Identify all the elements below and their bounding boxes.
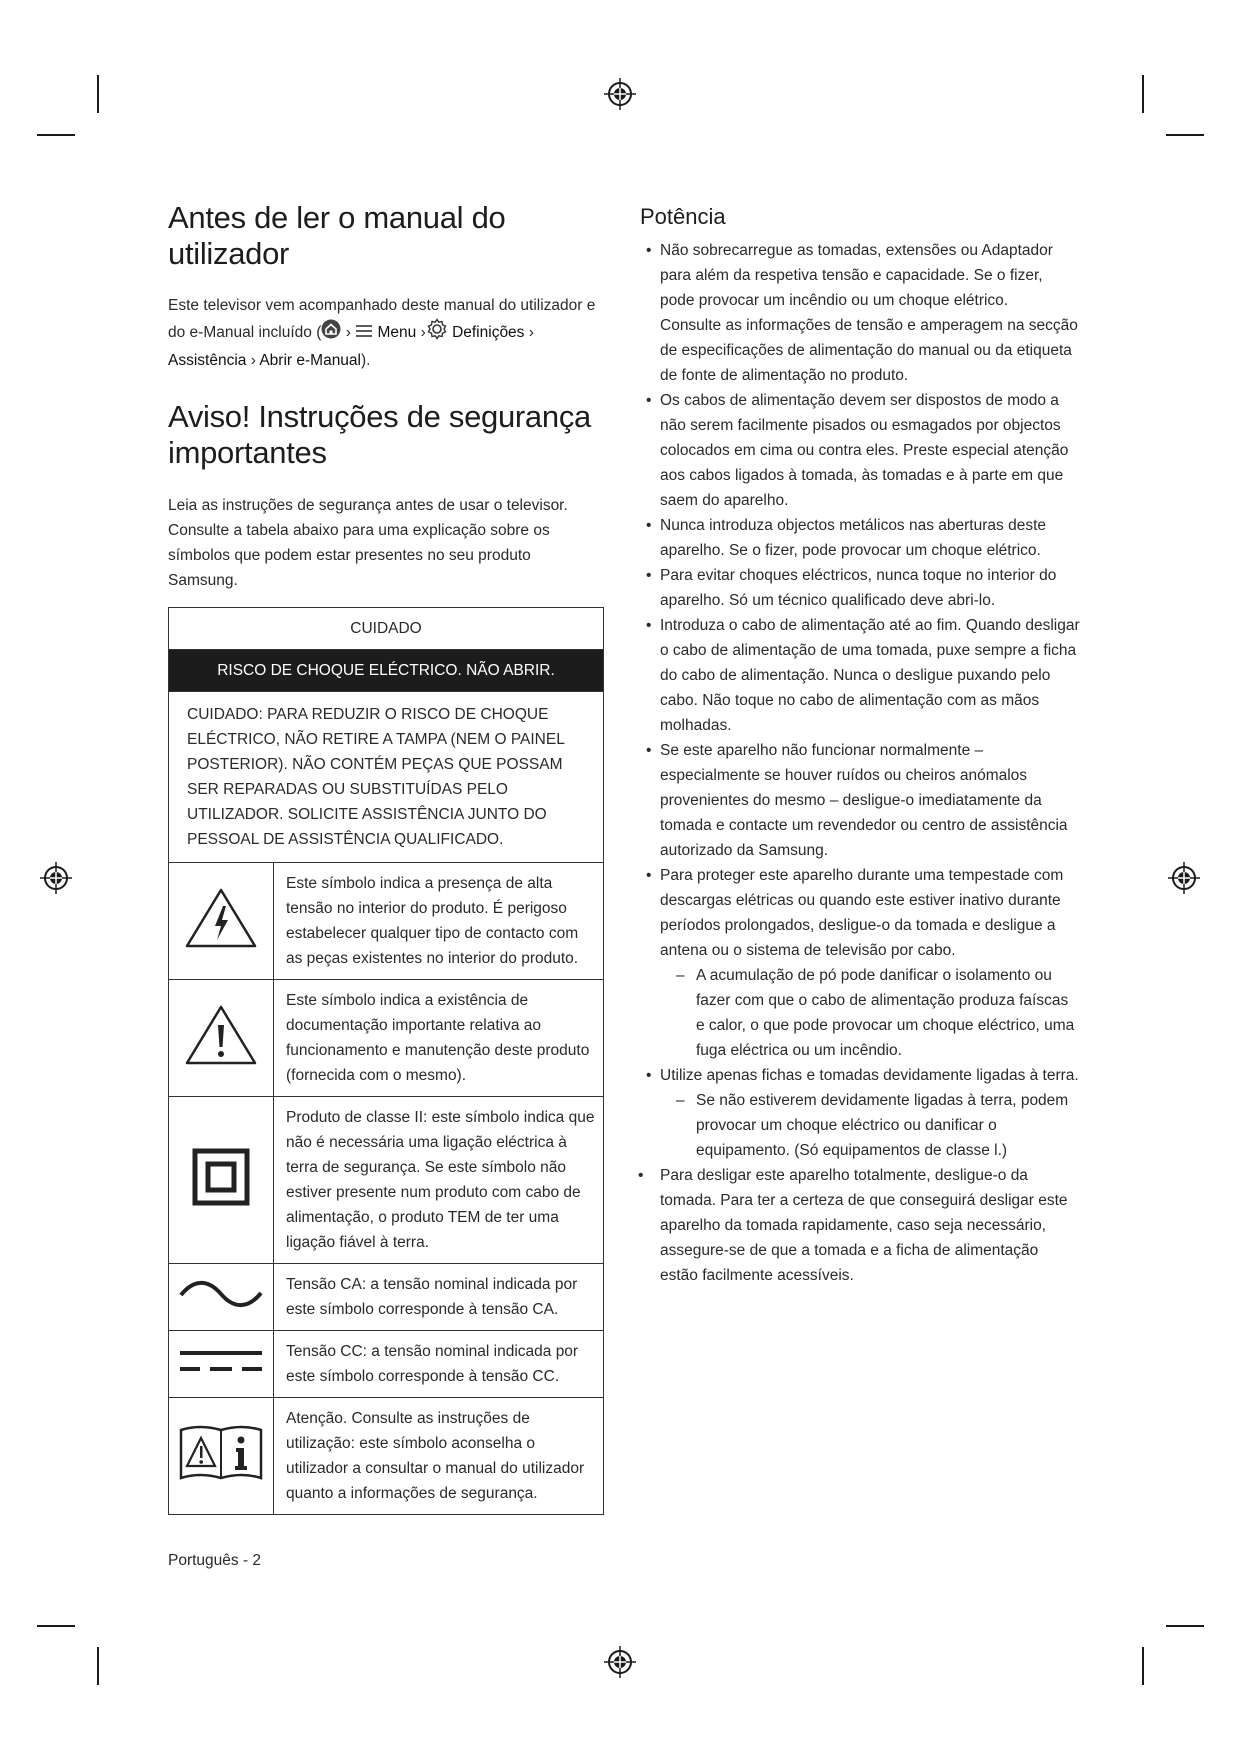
list-item-text: • Utilize apenas fichas e tomadas devidamente ligadas à terra. xyxy=(660,1067,1079,1084)
list-item-text: Consulte as informações de tensão e amperagem na secção de especificações de alimentação do manual ou da etiqueta de fonte de alimentação no produto. xyxy=(660,317,1078,384)
list-subitem: – Se não estiverem devidamente ligadas à terra, podem provocar um choque eléctrico ou danificar o equipamento. (Só equipamentos de classe l.) xyxy=(676,1088,1080,1163)
high-voltage-warning-icon xyxy=(169,862,274,979)
emanual-intro-paragraph xyxy=(168,293,604,373)
open-emanual-path-label: Abrir e-Manual xyxy=(259,352,361,370)
menu-path-label: Menu xyxy=(377,324,417,342)
table-row-text: Atenção. Consulte as instruções de utilização: este símbolo aconselha o utilizador a consultar o manual do utilizador quanto a informações de segurança. xyxy=(274,1397,604,1514)
class-ii-double-square-icon xyxy=(169,1096,274,1263)
chevron-right-icon: › xyxy=(250,352,256,370)
table-row-text: Produto de classe II: este símbolo indica que não é necessária uma ligação eléctrica à terra de segurança. Se este símbolo não estiver presente num produto com cabo de alimentação, o produto TEM de ter uma ligação fiável à terra. xyxy=(274,1096,604,1263)
list-item: • Nunca introduza objectos metálicos nas aberturas deste aparelho. Se o fizer, pode provocar um choque elétrico. xyxy=(640,513,1080,563)
registration-mark-icon xyxy=(604,78,636,110)
right-column xyxy=(640,204,1080,1288)
list-item xyxy=(640,863,1080,1063)
list-item: • Se este aparelho não funcionar normalmente – especialmente se houver ruídos ou cheiros anómalos provenientes do mesmo – desligue-o imediatamente da tomada e contacte um revendedor ou centro de assistência autorizado da Samsung. xyxy=(640,738,1080,863)
table-row xyxy=(169,1397,604,1514)
table-row xyxy=(169,1096,604,1263)
list-item xyxy=(640,238,1080,388)
support-path-label: Assistência xyxy=(168,352,247,370)
crop-mark xyxy=(97,75,99,113)
crop-mark xyxy=(1142,75,1144,113)
table-shock-risk-banner: RISCO DE CHOQUE ELÉCTRICO. NÃO ABRIR. xyxy=(169,649,604,691)
chevron-right-icon: › xyxy=(420,324,426,342)
list-item-text: • Para proteger este aparelho durante uma tempestade com descargas elétricas ou quando este estiver inativo durante períodos prolongados, desligue-o da tomada e desligue a antena ou o sistema de televisão por cabo. xyxy=(660,867,1064,959)
section-title-safety-instructions: Aviso! Instruções de segurança importantes xyxy=(168,399,591,470)
registration-mark-icon xyxy=(1168,862,1200,894)
table-row-text: Este símbolo indica a presença de alta tensão no interior do produto. É perigoso estabelecer qualquer tipo de contacto com as peças existentes no interior do produto. xyxy=(274,862,604,979)
table-row xyxy=(169,862,604,979)
chevron-right-icon: › xyxy=(528,324,534,342)
table-row xyxy=(169,979,604,1096)
list-subitem: – A acumulação de pó pode danificar o isolamento ou fazer com que o cabo de alimentação produza faíscas e calor, o que pode provocar um choque eléctrico, uma fuga eléctrica ou um incêndio. xyxy=(676,963,1080,1063)
ac-voltage-wave-icon xyxy=(169,1263,274,1330)
list-item: • Para desligar este aparelho totalmente, desligue-o da tomada. Para ter a certeza de que conseguirá desligar este aparelho da tomada rapidamente, caso seja necessário, assegure-se de que a tomada e a ficha de alimentação estão facilmente acessíveis. xyxy=(640,1163,1080,1288)
list-item-text: • Não sobrecarregue as tomadas, extensões ou Adaptador para além da respetiva tensão e capacidade. Se o fizer, pode provocar um incêndio ou um choque elétrico. xyxy=(660,242,1053,309)
left-column xyxy=(168,200,604,1515)
menu-icon xyxy=(355,321,373,346)
table-row-text: Tensão CA: a tensão nominal indicada por este símbolo corresponde à tensão CA. xyxy=(274,1263,604,1330)
table-row xyxy=(169,1330,604,1397)
emanual-intro-text: Este televisor vem acompanhado deste manual do utilizador e do e-Manual incluído ( xyxy=(168,297,596,342)
emanual-intro-text-end: ). xyxy=(361,352,371,370)
list-item: • Para evitar choques eléctricos, nunca toque no interior do aparelho. Só um técnico qualificado deve abri-lo. xyxy=(640,563,1080,613)
exclamation-warning-icon xyxy=(169,979,274,1096)
crop-mark xyxy=(37,1625,75,1627)
crop-mark xyxy=(1166,134,1204,136)
registration-mark-icon xyxy=(604,1646,636,1678)
table-row xyxy=(169,1263,604,1330)
list-item xyxy=(640,1063,1080,1163)
table-caution-header: CUIDADO xyxy=(169,607,604,649)
home-icon xyxy=(321,319,341,347)
section-title-power: Potência xyxy=(640,204,726,229)
registration-mark-icon xyxy=(40,862,72,894)
list-item: • Os cabos de alimentação devem ser dispostos de modo a não serem facilmente pisados ou esmagados por objectos colocados em cima ou contra eles. Preste especial atenção aos cabos ligados à tomada, às tomadas e à parte em que saem do aparelho. xyxy=(640,388,1080,513)
dc-voltage-lines-icon xyxy=(169,1330,274,1397)
power-safety-list xyxy=(640,238,1080,1288)
table-caution-text: CUIDADO: PARA REDUZIR O RISCO DE CHOQUE ELÉCTRICO, NÃO RETIRE A TAMPA (NEM O PAINEL POSTERIOR). NÃO CONTÉM PEÇAS QUE POSSAM SER REPARADAS OU SUBSTITUÍDAS PELO UTILIZADOR. SOLICITE ASSISTÊNCIA JUNTO DO PESSOAL DE ASSISTÊNCIA QUALIFICADO. xyxy=(169,691,604,862)
crop-mark xyxy=(1166,1625,1204,1627)
safety-symbols-table xyxy=(168,607,604,1515)
page-footer: Português - 2 xyxy=(168,1552,262,1569)
table-row-text: Tensão CC: a tensão nominal indicada por este símbolo corresponde à tensão CC. xyxy=(274,1330,604,1397)
safety-intro-paragraph: Leia as instruções de segurança antes de usar o televisor. Consulte a tabela abaixo para uma explicação sobre os símbolos que podem estar presentes no seu produto Samsung. xyxy=(168,496,568,589)
crop-mark xyxy=(97,1647,99,1685)
list-item: • Introduza o cabo de alimentação até ao fim. Quando desligar o cabo de alimentação de uma tomada, puxe sempre a ficha do cabo de alimentação. Nunca o desligue puxando pelo cabo. Não toque no cabo de alimentação com as mãos molhadas. xyxy=(640,613,1080,738)
table-row-text: Este símbolo indica a existência de documentação importante relativa ao funcionamento e manutenção deste produto (fornecida com o mesmo). xyxy=(274,979,604,1096)
section-title-before-reading: Antes de ler o manual do utilizador xyxy=(168,200,506,271)
chevron-right-icon: › xyxy=(345,324,351,342)
settings-gear-icon xyxy=(426,318,448,348)
crop-mark xyxy=(37,134,75,136)
read-instructions-book-icon xyxy=(169,1397,274,1514)
settings-path-label: Definições xyxy=(452,324,525,342)
crop-mark xyxy=(1142,1647,1144,1685)
